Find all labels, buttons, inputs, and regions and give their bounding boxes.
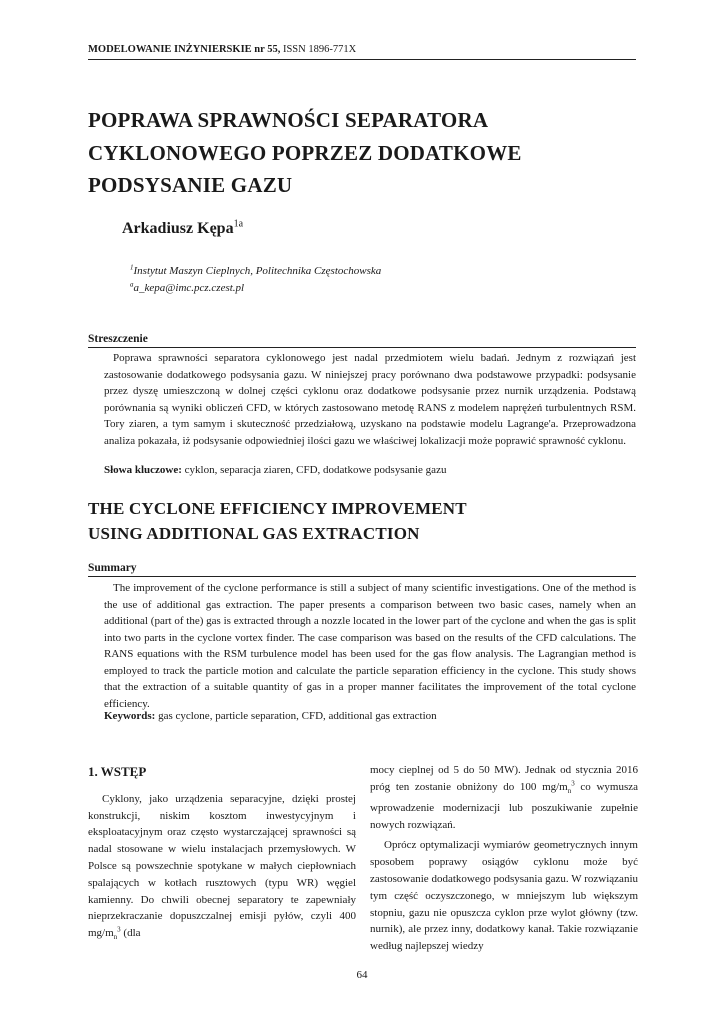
title-line: PODSYSANIE GAZU xyxy=(88,173,293,197)
right-column xyxy=(370,762,638,955)
streszczenie-text: Poprawa sprawności separatora cyklonowego jest nadal przedmiotem wielu badań. Jednym z rozwiązań jest zastosowanie dodatkowego podsysania gazu. W niniejszej pracy porównano dwa podstawowe przypadki: podsysanie przez dyszę umieszczoną w dolnej części cyklonu oraz dodatkowe podsysanie przez nurnik urządzenia. Podstawą porównania są wyniki obliczeń CFD, w których zastosowano metodę RANS z modelem naprężeń turbulentnych RSM. Tory ziaren, a tym samym i skuteczność przedziałową, uzyskano na podstawie modelu Lagrange'a. Przeprowadzona analiza pokazała, iż podsysanie odpowiedniej ilości gazu we właściwej lokalizacji może poprawić sprawność cyklonu. xyxy=(104,352,636,447)
keywords xyxy=(104,710,636,722)
keywords-value: gas cyclone, particle separation, CFD, additional gas extraction xyxy=(158,710,437,722)
running-header xyxy=(88,44,636,60)
title-line: USING ADDITIONAL GAS EXTRACTION xyxy=(88,524,420,543)
summary-heading: Summary xyxy=(88,562,636,577)
section-heading: 1. WSTĘP xyxy=(88,764,147,779)
keywords-label: Keywords: xyxy=(104,710,156,722)
paragraph: mocy cieplnej od 5 do 50 MW). Jednak od stycznia 2016 próg ten zostanie obniżony do 100 $mg/m_n^3$ co wymusza wprowadzenie modernizacji lub poszukiwanie zupełnie nowych rozwiązań. xyxy=(370,764,638,831)
keywords-value: cyklon, separacja ziaren, CFD, dodatkowe podsysanie gazu xyxy=(184,464,447,476)
slowa-kluczowe xyxy=(104,464,636,476)
left-column xyxy=(88,764,356,946)
title-line: CYKLONOWEGO POPRZEZ DODATKOWE xyxy=(88,140,522,165)
summary-text: The improvement of the cyclone performance is still a subject of many scientific investigations. One of the method is the use of additional gas extraction. The paper presents a comparison between two basic cases, namely when an additional (part of the) gas is extracted through a nozzle located in the lower part of the cyclone and when the gas is split into two parts in the cyclone vortex finder. The case comparison was based on the results of the CFD calculations. The RANS equations with the RSM turbulence model has been used for the gas flow analysis. The Lagrangian method is employed to track the particle motion and calculate the particle separation efficiency in the cyclone. This study shows that the extraction of a suitable quantity of gas in a proper manner facilitates the improvement of the total cyclone efficiency. xyxy=(104,582,636,710)
keywords-label: Słowa kluczowe: xyxy=(104,464,182,476)
title-line: POPRAWA SPRAWNOŚCI SEPARATORA xyxy=(88,108,489,132)
author-sup: 1a xyxy=(233,218,244,230)
paper-title xyxy=(88,104,648,202)
english-title xyxy=(88,496,648,546)
streszczenie-heading: Streszczenie xyxy=(88,333,636,348)
affiliation xyxy=(130,263,630,297)
paragraph: Cyklony, jako urządzenia separacyjne, dzięki prostej konstrukcji, niskim kosztom inwestycyjnym i eksploatacyjnym oraz często wystarczającej sprawności są nadal stosowane w wielu instalacjach przemysłowych. W Polsce są powszechnie spotykane w małych ciepłowniach spalających w kotłach rusztowych (typu WR) węgiel kamienny. Do chwili obecnej separatory te zapewniały nieprzekraczanie dopuszczalnej emisji pyłów, czyli 400 $mg/m_n^3$ (dla xyxy=(88,792,356,942)
title-line: THE CYCLONE EFFICIENCY IMPROVEMENT xyxy=(88,499,467,518)
email-line: $^a$a_kepa@imc.pcz.czest.pl xyxy=(130,280,245,294)
paragraph: Oprócz optymalizacji wymiarów geometrycznych innym sposobem poprawy osiągów cyklonu może być zastosowanie dodatkowego podsysania gazu. W rozwiązaniu tym część oczyszczonego, w mniejszym lub większym stopniu, gazu nie opuszcza cyklon prze wylot główny (tzw. nurnik), ale przez inny, dodatkowy kanał. Takie rozwiązanie według najlepszej wiedzy xyxy=(370,839,638,953)
affiliation-line: $^1$Instytut Maszyn Cieplnych, Politechnika Częstochowska xyxy=(130,263,382,277)
author xyxy=(122,220,243,238)
author-name: Arkadiusz Kępa xyxy=(122,220,234,237)
issn: ISSN 1896-771X xyxy=(282,44,357,55)
journal-name: MODELOWANIE INŻYNIERSKIE nr 55, xyxy=(88,44,281,55)
page-number: 64 xyxy=(356,969,368,981)
